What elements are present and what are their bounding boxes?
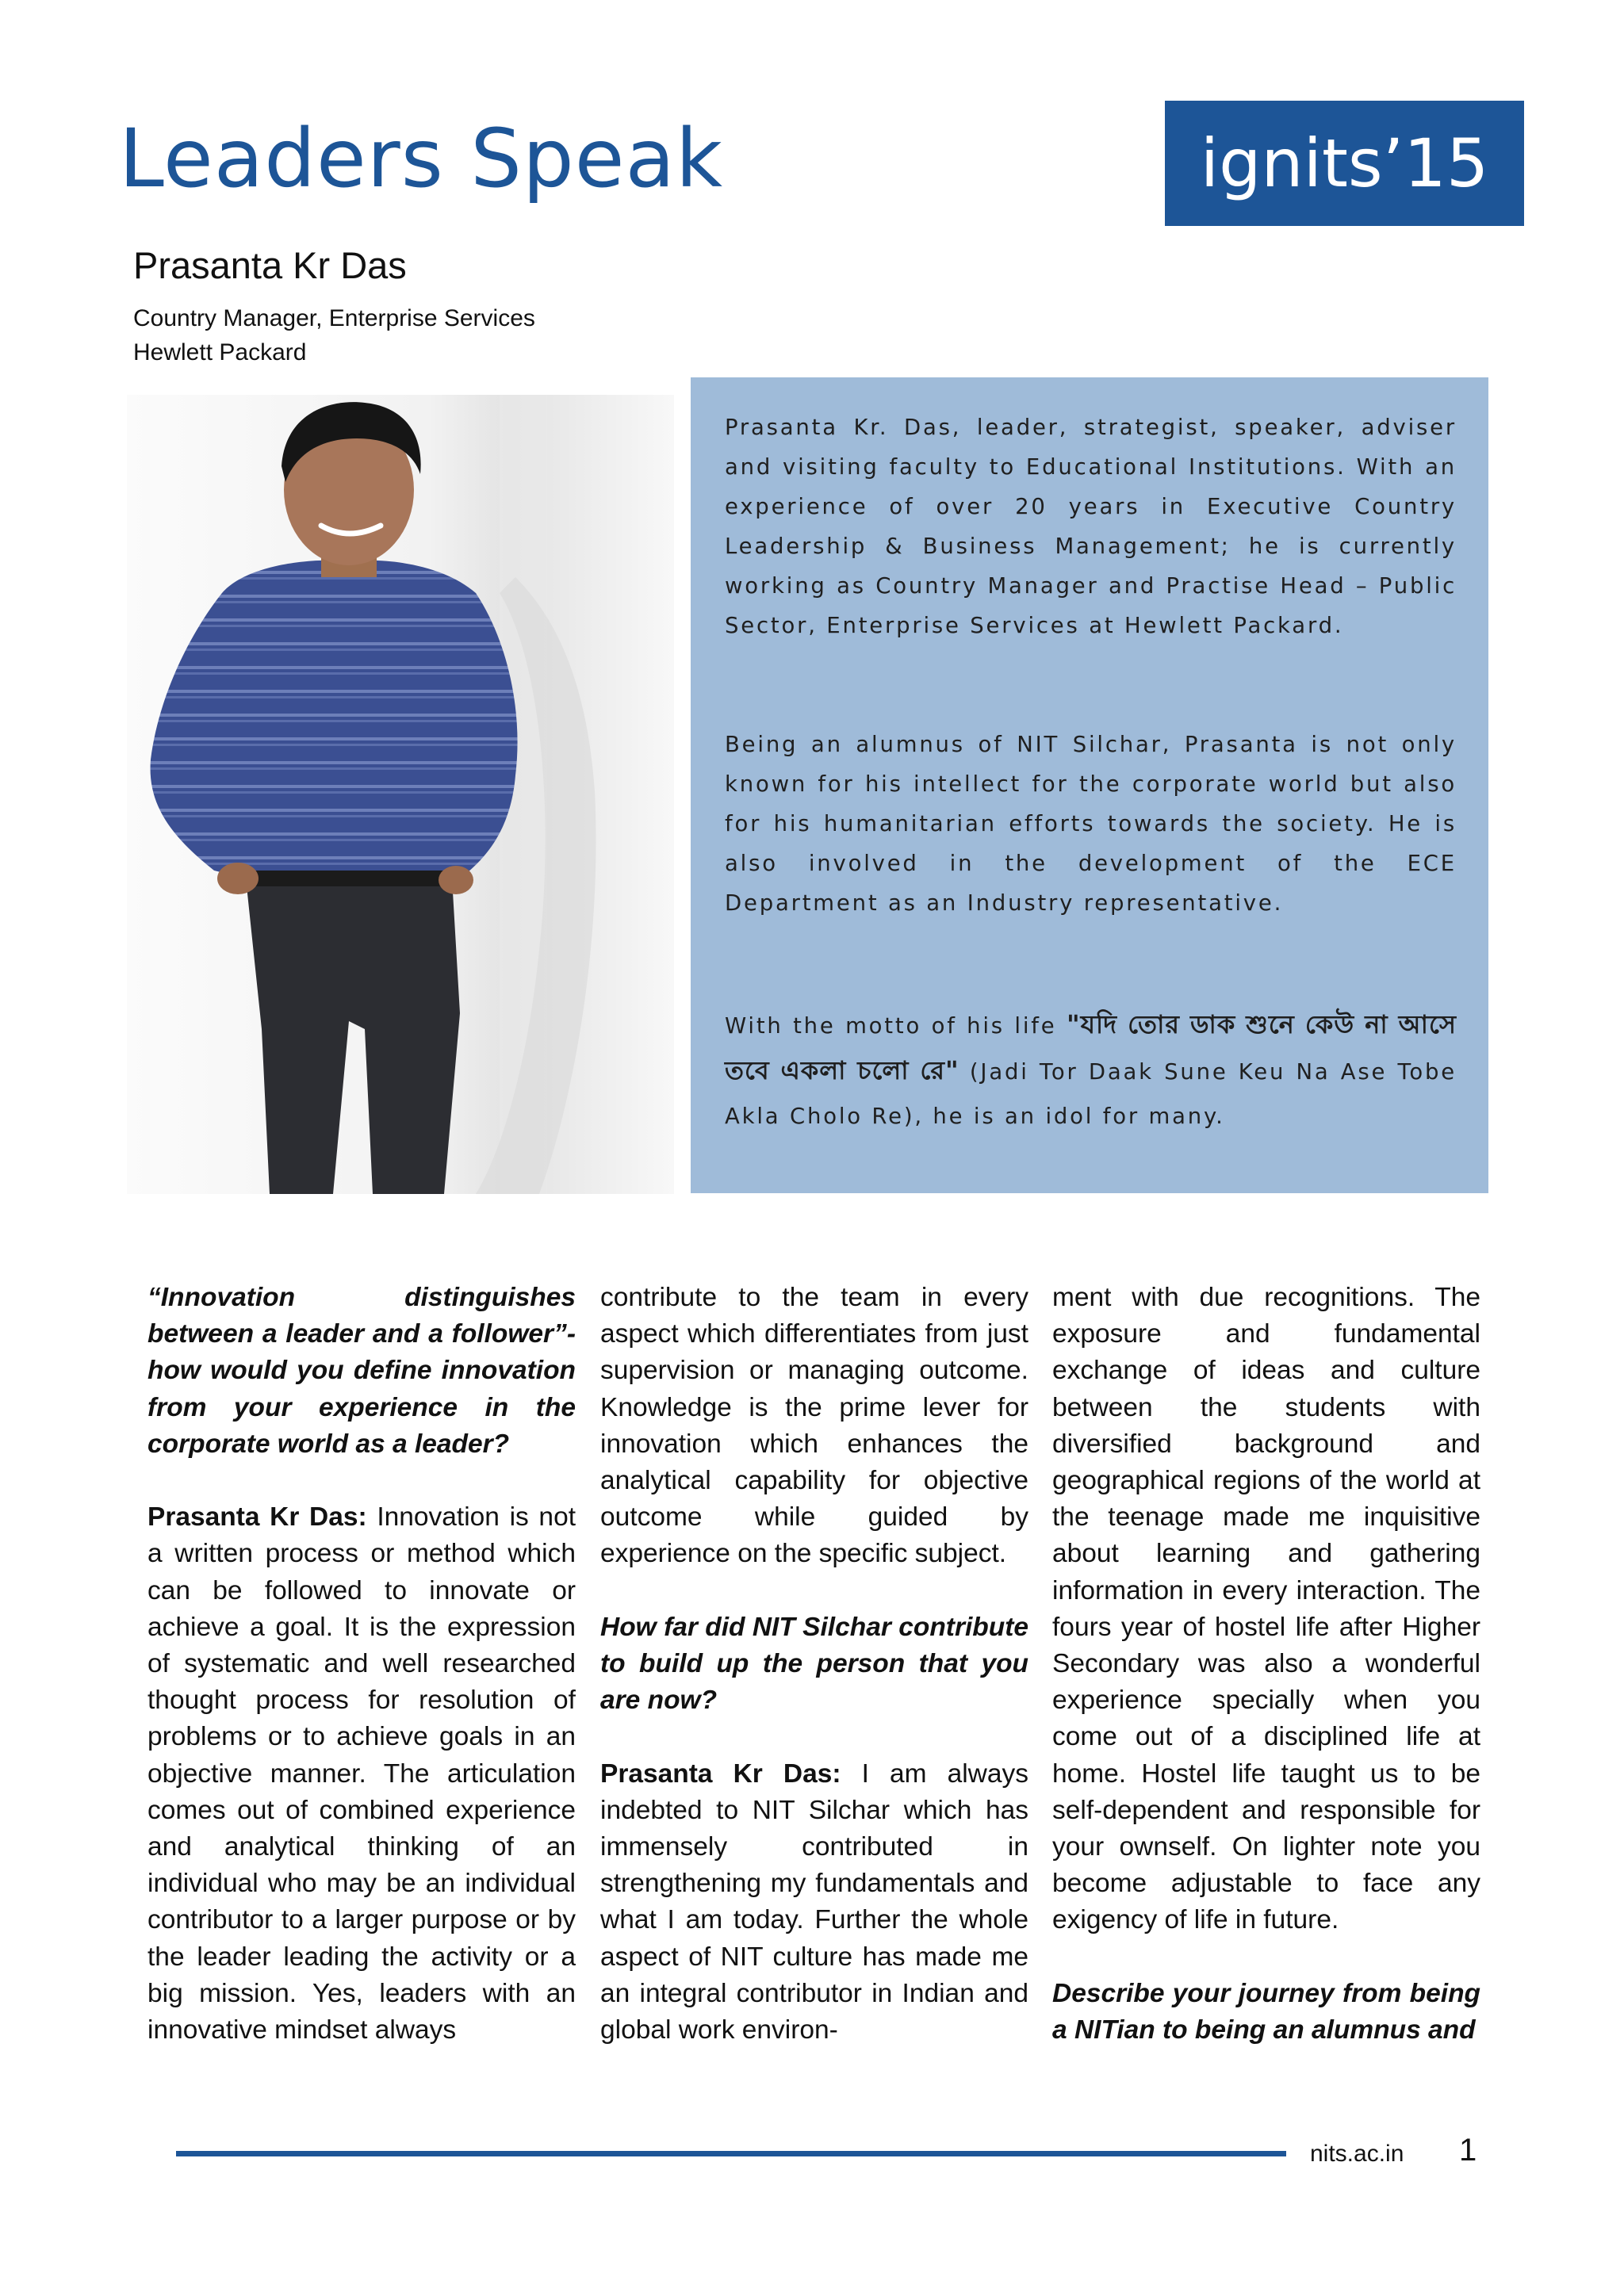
- motto-bengali: "যদি তোর ডাক শুনে কেউ না আসে তবে একলা চলো রে": [725, 1009, 1457, 1085]
- person-name: Prasanta Kr Das: [133, 244, 407, 286]
- person-role: [133, 301, 535, 369]
- answer-nit-contribution: [600, 1756, 1028, 2049]
- question-journey: Describe your journey from being a NITian to being an alumnus and: [1052, 1978, 1480, 2045]
- bio-paragraph-motto: [725, 1002, 1457, 1138]
- article-columns: [147, 1280, 1480, 2072]
- footer-url[interactable]: nits.ac.in: [1310, 2141, 1404, 2167]
- role-title: Country Manager, Enterprise Services: [133, 305, 535, 331]
- page-number: 1: [1459, 2133, 1477, 2168]
- motto-intro: With the motto of his life: [725, 1013, 1067, 1039]
- answer-text: Innovation is not a written process or method which can be followed to innovate or achieve a goal. It is the expression of systematic and well researched thought process for resolution of problems or to achieve goals in an objective manner. The articulation comes out of combined experience and analytical thinking of an individual who may be an individual contributor to a larger purpose or by the leader leading the activity or a big mission. Yes, leaders with an innovative mindset always: [147, 1502, 576, 2045]
- article-column-2: [600, 1280, 1028, 2049]
- question-nit-contribution: How far did NIT Silchar contribute to build up the person that you are now?: [600, 1612, 1028, 1716]
- motto-transliteration: (Jadi Tor Daak Sune Keu Na Ase Tobe Akla Cholo Re), he is an idol for many.: [725, 1059, 1457, 1129]
- bio-paragraph-intro: Prasanta Kr. Das, leader, strategist, speaker, adviser and visiting faculty to Educational Institutions. With an experience of over 20 years in Executive Country Leadership & Business Management; he is currently working as Country Manager and Practise Head – Public Sector, Enterprise Services at Hewlett Packard.: [725, 415, 1457, 638]
- page-title: Leaders Speak: [119, 112, 724, 206]
- speaker-label: Prasanta Kr Das:: [147, 1502, 367, 1533]
- bio-box: [691, 377, 1488, 1193]
- question-innovation: “Innovation distinguishes between a leader and a follower”- how would you define innovation from your experience in the corporate world as a leader?: [147, 1283, 576, 1459]
- article-column-1: [147, 1280, 576, 2049]
- footer-divider: [176, 2151, 1286, 2156]
- role-company: Hewlett Packard: [133, 339, 307, 365]
- answer-text: I am always indebted to NIT Silchar which has immensely contributed in strengthening my fundamentals and what I am today. Further the whole aspect of NIT culture has made me an integral contributor in Indian and global work environ-: [600, 1758, 1029, 2045]
- answer-nit-contribution-continued: ment with due recognitions. The exposure and fundamental exchange of ideas and culture between the students with diversified background and geographical regions of the world at the teenage made me inquisitive about learning and gathering information in every interaction. The fours year of hostel life after Higher Secondary was also a wonderful experience specially when you come out of a disciplined life at home. Hostel life taught us to be self-dependent and responsible for your ownself. On lighter note you become adjustable to face any exigency of life in future.: [1052, 1283, 1480, 1935]
- portrait-photo: [127, 395, 674, 1194]
- bio-paragraph-alumnus: Being an alumnus of NIT Silchar, Prasanta is not only known for his intellect for the corporate world but also for his humanitarian efforts towards the society. He is also involved in the development of the ECE Department as an Industry representative.: [725, 732, 1457, 916]
- brand-badge: ignits’15: [1165, 101, 1524, 226]
- speaker-label: Prasanta Kr Das:: [600, 1758, 841, 1789]
- answer-innovation: [147, 1499, 576, 2049]
- article-column-3: [1052, 1280, 1480, 2049]
- answer-innovation-continued: contribute to the team in every aspect which differentiates from just supervision or managing outcome. Knowledge is the prime lever for innovation which enhances the analytical capability for objective outcome while guided by experience on the specific subject.: [600, 1283, 1028, 1569]
